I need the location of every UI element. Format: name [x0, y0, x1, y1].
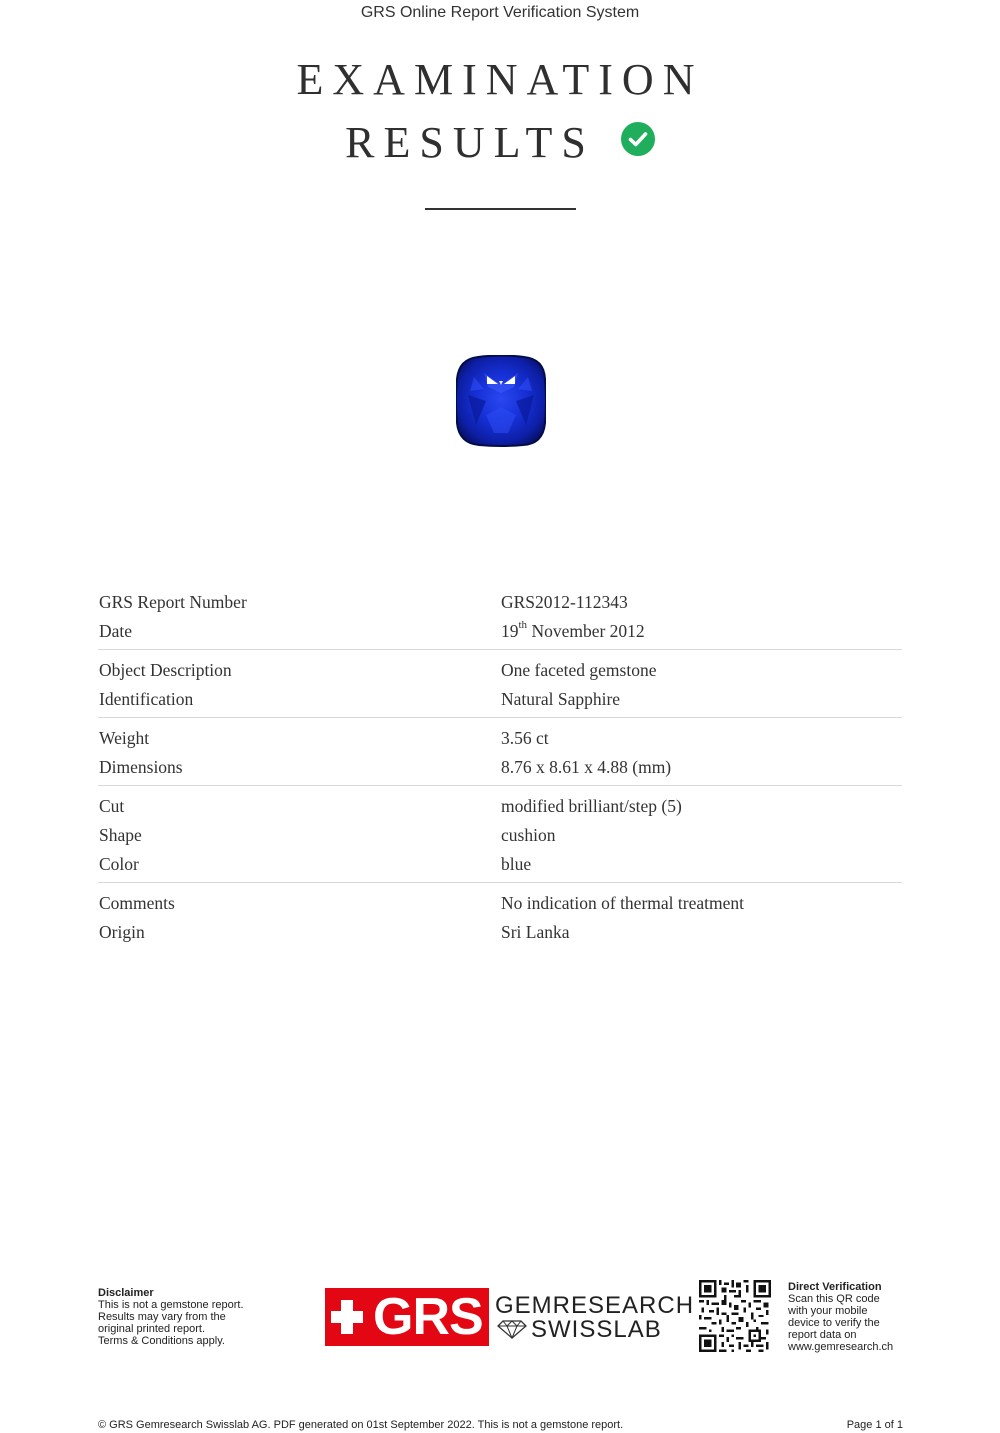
detail-row-dimensions	[98, 753, 902, 782]
detail-value: 3.56 ct	[501, 728, 549, 748]
detail-row-origin	[98, 918, 902, 947]
logo-grs-text: GRS	[373, 1288, 483, 1346]
detail-value: 8.76 x 8.61 x 4.88 (mm)	[501, 757, 672, 777]
verification-line: with your mobile	[788, 1305, 868, 1317]
footer-page-number: Page 1 of 1	[846, 1419, 903, 1431]
detail-value: blue	[501, 854, 532, 874]
logo-red-block	[325, 1288, 489, 1346]
verification-line: report data on	[788, 1329, 857, 1341]
detail-label: Object Description	[99, 660, 232, 680]
grs-logo	[325, 1288, 695, 1346]
detail-row-cut	[98, 792, 902, 821]
detail-label: Dimensions	[99, 757, 183, 777]
detail-row-comments	[98, 889, 902, 918]
detail-value: modified brilliant/step (5)	[501, 796, 682, 816]
detail-label: Cut	[99, 796, 125, 816]
direct-verification	[788, 1281, 918, 1353]
detail-label: Identification	[99, 689, 194, 709]
date-ordinal: th	[518, 619, 528, 632]
heading-line-2: RESULTS	[345, 118, 595, 168]
report-details	[98, 588, 902, 956]
detail-label: Weight	[99, 728, 150, 748]
disclaimer-line: This is not a gemstone report.	[98, 1299, 244, 1311]
detail-value: cushion	[501, 825, 556, 845]
system-title: GRS Online Report Verification System	[360, 4, 640, 21]
qr-code[interactable]	[699, 1280, 771, 1352]
detail-row-date	[98, 617, 902, 646]
gemstone-image	[456, 355, 546, 447]
verification-line: device to verify the	[788, 1317, 880, 1329]
heading-row	[0, 113, 1000, 168]
detail-row-report-number	[98, 588, 902, 617]
detail-label: Shape	[99, 825, 142, 845]
disclaimer-line: Results may vary from the	[98, 1311, 226, 1323]
diamond-icon	[497, 1319, 527, 1339]
detail-value: Natural Sapphire	[501, 689, 621, 709]
footer-copyright: © GRS Gemresearch Swisslab AG. PDF generated on 01st September 2022. This is not a gemstone report.	[98, 1419, 624, 1431]
verification-line: Scan this QR code	[788, 1293, 880, 1305]
verification-link[interactable]: www.gemresearch.ch	[788, 1341, 894, 1353]
detail-label: Date	[99, 621, 133, 641]
detail-row-weight	[98, 724, 902, 753]
logo-line-2: SWISSLAB	[531, 1316, 662, 1343]
details-group-measurements	[98, 724, 902, 786]
detail-label: Color	[99, 854, 139, 874]
date-rest: November 2012	[527, 621, 645, 641]
detail-value: No indication of thermal treatment	[501, 893, 744, 913]
detail-row-identification	[98, 685, 902, 714]
disclaimer-line: original printed report.	[98, 1323, 206, 1335]
heading-divider	[425, 208, 576, 210]
disclaimer-title: Disclaimer	[98, 1287, 154, 1299]
details-group-object	[98, 656, 902, 718]
logo-line-1: GEMRESEARCH	[495, 1292, 695, 1319]
detail-value-date	[501, 621, 645, 642]
verification-title: Direct Verification	[788, 1281, 882, 1293]
details-group-appearance	[98, 792, 902, 883]
heading-line-1: EXAMINATION	[296, 55, 704, 104]
detail-row-shape	[98, 821, 902, 850]
details-group-comments	[98, 889, 902, 950]
detail-value: One faceted gemstone	[501, 660, 657, 680]
detail-value: Sri Lanka	[501, 922, 570, 942]
detail-row-object-description	[98, 656, 902, 685]
disclaimer-line: Terms & Conditions apply.	[98, 1335, 225, 1347]
date-day: 19	[501, 621, 519, 641]
detail-label: GRS Report Number	[99, 592, 247, 612]
swiss-cross-icon	[331, 1298, 363, 1336]
disclaimer	[98, 1287, 298, 1347]
detail-label: Comments	[99, 893, 175, 913]
details-group-report	[98, 588, 902, 650]
check-circle-icon	[621, 122, 655, 156]
detail-label: Origin	[99, 922, 145, 942]
detail-row-color	[98, 850, 902, 879]
detail-value: GRS2012-112343	[501, 592, 628, 612]
